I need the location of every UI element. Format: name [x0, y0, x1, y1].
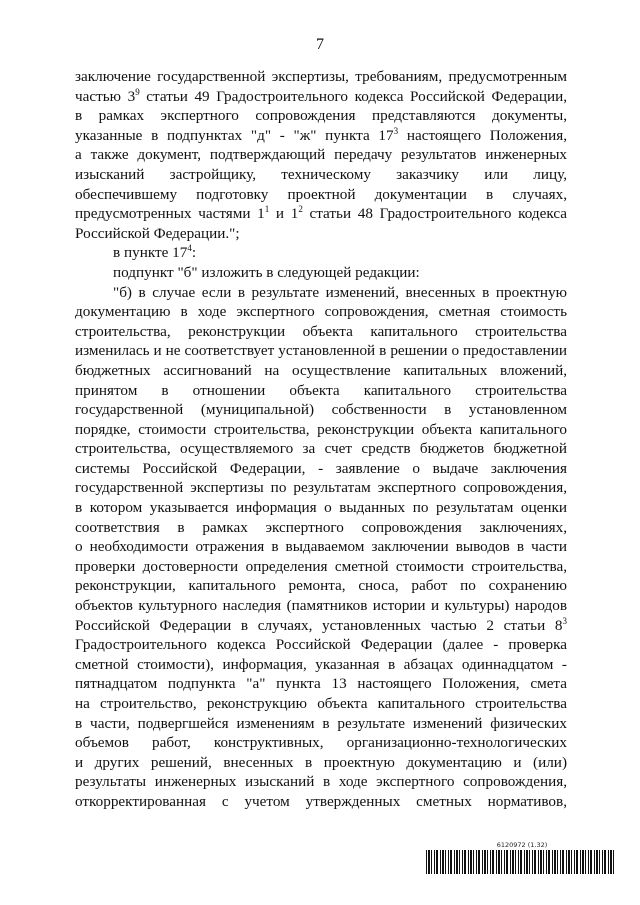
- text-line: о необходимости отражения в выдаваемом заключении выводов в части: [75, 538, 567, 556]
- text-line: документацию в ходе экспертного сопровождения, сметная стоимость: [75, 303, 567, 321]
- text-line: и других решений, внесенных в проектную документацию и (или): [75, 753, 567, 771]
- text-line: "б) в случае если в результате изменений, внесенных в проектную: [113, 283, 567, 301]
- text-line: на строительство, реконструкцию объекта капитального строительства: [75, 695, 567, 712]
- text-line: откорректированная с учетом утвержденных сметных нормативов,: [75, 792, 567, 810]
- text-line: Градостроительного кодекса Российской Федерации (далее - проверка: [75, 636, 567, 654]
- barcode-label: 6120972 (1.32): [496, 841, 548, 849]
- text-line: подпункт "б" изложить в следующей редакции:: [113, 263, 420, 281]
- document-body: [75, 67, 567, 812]
- text-line: изысканий застройщику, техническому заказчику или лицу,: [75, 165, 567, 183]
- text-line: сметной стоимости), информация, указанная в абзацах одиннадцатом -: [75, 655, 567, 673]
- text-line: указанные в подпунктах "д" - "ж" пункта $17^3$ настоящего Положения,: [75, 125, 567, 144]
- text-line: Российской Федерации.";: [75, 224, 240, 242]
- text-line: предусмотренных частями $1^1$ и $1^2$ статьи 48 Градостроительного кодекса: [75, 204, 567, 223]
- text-line: пятнадцатом подпункта "а" пункта 13 настоящего Положения, смета: [75, 675, 567, 693]
- text-line: в рамках экспертного сопровождения представляются документы,: [75, 107, 567, 125]
- text-line: а также документ, подтверждающий передачу результатов инженерных: [75, 146, 567, 164]
- text-line: обеспечившему подготовку проектной документации в случаях,: [75, 185, 567, 203]
- page-number: 7: [316, 36, 324, 53]
- text-line: бюджетных ассигнований на осуществление капитальных вложений,: [75, 361, 567, 379]
- text-line: системы Российской Федерации, - заявление о выдаче заключения: [75, 459, 567, 477]
- text-line: принятом в отношении объекта капитального строительства: [75, 381, 567, 399]
- text-line: объектов культурного наследия (памятников истории и культуры) народов: [75, 597, 567, 615]
- text-line: Российской Федерации в случаях, установленных частью 2 статьи $8^3$: [75, 615, 567, 634]
- text-line: результаты инженерных изысканий в ходе экспертного сопровождения,: [75, 773, 567, 791]
- text-line: порядке, стоимости строительства, реконструкции объекта капитального: [75, 420, 567, 438]
- barcode: [426, 850, 616, 874]
- text-line: государственной (муниципальной) собственности в установленном: [75, 401, 567, 419]
- text-line: строительства, осуществляемого за счет средств бюджетов бюджетной: [75, 440, 567, 458]
- text-line: объемов работ, конструктивных, организационно-технологических: [75, 734, 567, 752]
- text-line: в котором указывается информация о выданных по результатам оценки: [75, 499, 567, 517]
- text-line: проверки достоверности определения сметной стоимости строительства,: [75, 557, 567, 575]
- text-line: изменилась и не соответствует установленной в решении о предоставлении: [75, 342, 567, 360]
- text-line: заключение государственной экспертизы, требованиям, предусмотренным: [75, 68, 567, 85]
- text-line: в части, подвергшейся изменениям в результате изменений физических: [75, 714, 567, 732]
- text-line: частью $3^9$ статьи 49 Градостроительного кодекса Российской Федерации,: [75, 86, 568, 105]
- text-line: в пункте $17^4$:: [113, 243, 197, 262]
- text-line: строительства, реконструкции объекта капитального строительства: [75, 322, 567, 340]
- text-line: соответствия в рамках экспертного сопровождения заключениях,: [75, 518, 567, 536]
- text-line: государственной экспертизы по результатам экспертного сопровождения,: [75, 479, 567, 497]
- text-line: реконструкции, капитального ремонта, сноса, работ по сохранению: [75, 577, 567, 595]
